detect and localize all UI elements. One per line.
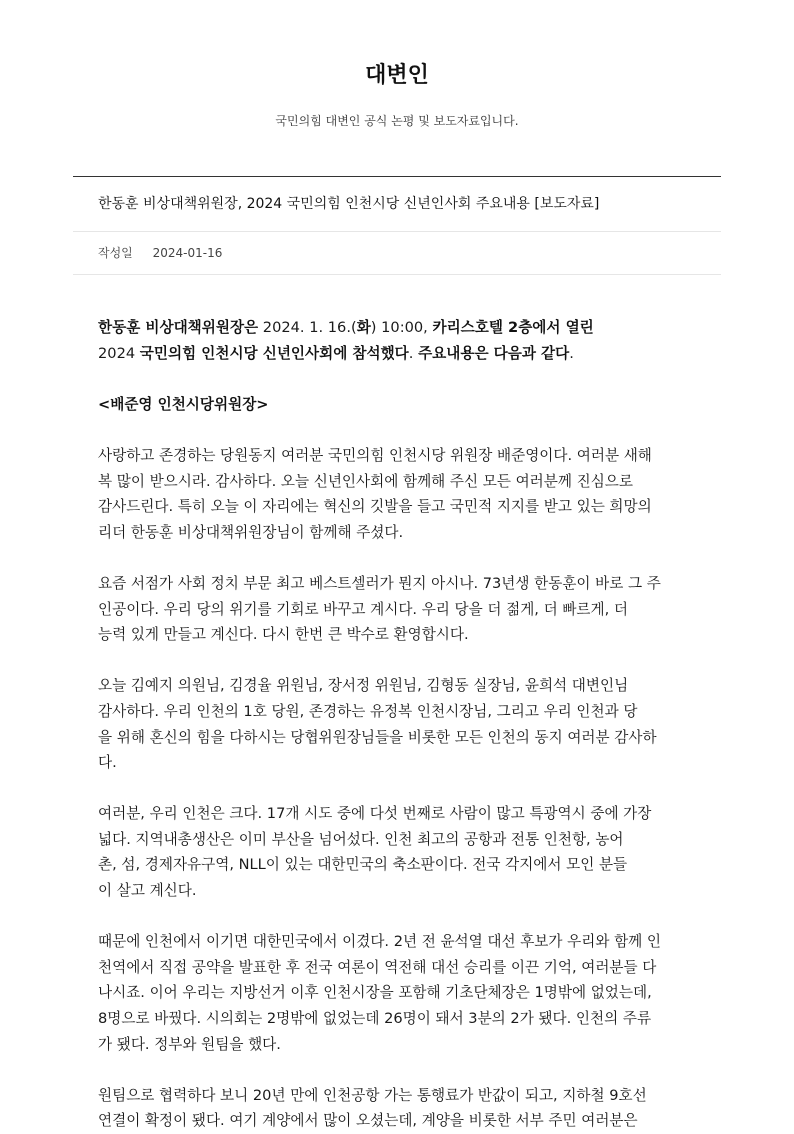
paragraph-line: 사랑하고 존경하는 당원동지 여러분 국민의힘 인천시당 위원장 배준영이다. 여러분 새해 bbox=[98, 446, 652, 464]
site-subtitle: 국민의힘 대변인 공식 논평 및 보도자료입니다. bbox=[275, 114, 519, 128]
date-label: 작성일 bbox=[98, 246, 133, 260]
paragraph-line: 가 됐다. 정부와 원팀을 했다. bbox=[98, 1035, 281, 1053]
paragraph-line: 감사하다. 우리 인천의 1호 당원, 존경하는 유정복 인천시장님, 그리고 우리 인천과 당 bbox=[98, 702, 638, 720]
body-paragraph bbox=[98, 443, 696, 545]
paragraph-line: 이 살고 계신다. bbox=[98, 882, 197, 900]
paragraph-line: 요즘 서점가 사회 정치 부문 최고 베스트셀러가 뭔지 아시나. 73년생 한동훈이 바로 그 주 bbox=[98, 574, 661, 592]
paragraph-line: 을 위해 혼신의 힘을 다하시는 당협위원장님들을 비롯한 모든 인천의 동지 여러분 감사하 bbox=[98, 728, 657, 746]
paragraph-line: 리더 한동훈 비상대책위원장님이 함께해 주셨다. bbox=[98, 523, 404, 541]
body-paragraph bbox=[98, 801, 696, 903]
lead-line: 한동훈 비상대책위원장은 2024. 1. 16.(화) 10:00, 카리스호텔 2층에서 열린 bbox=[98, 319, 594, 336]
paragraph-line: 8명으로 바꿨다. 시의회는 2명밖에 없었는데 26명이 돼서 3분의 2가 됐다. 인천의 주류 bbox=[98, 1010, 652, 1028]
body-paragraph bbox=[98, 1083, 696, 1134]
paragraph-line: 연결이 확정이 됐다. 여기 계양에서 많이 오셨는데, 계양을 비롯한 서부 주민 여러분은 bbox=[98, 1112, 638, 1130]
paragraph-line: 능력 있게 만들고 계신다. 다시 한번 큰 박수로 환영합시다. bbox=[98, 626, 469, 644]
paragraph-line: 원팀으로 협력하다 보니 20년 만에 인천공항 가는 통행료가 반값이 되고, 지하철 9호선 bbox=[98, 1086, 647, 1104]
paragraph-line: 넓다. 지역내총생산은 이미 부산을 넘어섰다. 인천 최고의 공항과 전통 인천항, 농어 bbox=[98, 830, 624, 848]
paragraph-line: 나시죠. 이어 우리는 지방선거 이후 인천시장을 포함해 기초단체장은 1명밖에 없었는데, bbox=[98, 984, 652, 1002]
paragraph-line: 천역에서 직접 공약을 발표한 후 전국 여론이 역전해 대선 승리를 이끈 기억, 여러분들 다 bbox=[98, 958, 657, 976]
article-title: 한동훈 비상대책위원장, 2024 국민의힘 인천시당 신년인사회 주요내용 [보도자료] bbox=[73, 177, 721, 232]
paragraph-line: 여러분, 우리 인천은 크다. 17개 시도 중에 다섯 번째로 사람이 많고 특광역시 중에 가장 bbox=[98, 805, 652, 823]
paragraph-line: 다. bbox=[98, 754, 117, 772]
body-paragraph bbox=[98, 571, 696, 648]
lead-line: 2024 국민의힘 인천시당 신년인사회에 참석했다. 주요내용은 다음과 같다. bbox=[98, 344, 574, 362]
site-header bbox=[0, 0, 794, 129]
paragraph-line: 인공이다. 우리 당의 위기를 기회로 바꾸고 계시다. 우리 당을 더 젊게, 더 빠르게, 더 bbox=[98, 600, 628, 618]
lead-paragraph bbox=[98, 315, 696, 366]
article bbox=[73, 176, 721, 1134]
body-paragraph bbox=[98, 673, 696, 775]
paragraph-line: 때문에 인천에서 이기면 대한민국에서 이겼다. 2년 전 윤석열 대선 후보가 우리와 함께 인 bbox=[98, 933, 662, 951]
paragraph-line: 복 많이 받으시라. 감사하다. 오늘 신년인사회에 함께해 주신 모든 여러분께 진심으로 bbox=[98, 472, 633, 490]
article-body bbox=[73, 275, 721, 1134]
date-value: 2024-01-16 bbox=[152, 246, 223, 260]
paragraph-list bbox=[98, 443, 696, 1134]
paragraph-line: 오늘 김예지 의원님, 김경율 위원님, 장서정 위원님, 김형동 실장님, 윤희석 대변인님 bbox=[98, 677, 629, 695]
site-title[interactable]: 대변인 bbox=[365, 63, 429, 88]
paragraph-line: 촌, 섬, 경제자유구역, NLL이 있는 대한민국의 축소판이다. 전국 각지에서 모인 분들 bbox=[98, 856, 628, 874]
article-meta bbox=[73, 232, 721, 275]
section-heading: <배준영 인천시당위원장> bbox=[98, 395, 269, 413]
paragraph-line: 감사드린다. 특히 오늘 이 자리에는 혁신의 깃발을 들고 국민적 지지를 받고 있는 희망의 bbox=[98, 498, 652, 516]
body-paragraph bbox=[98, 929, 696, 1057]
